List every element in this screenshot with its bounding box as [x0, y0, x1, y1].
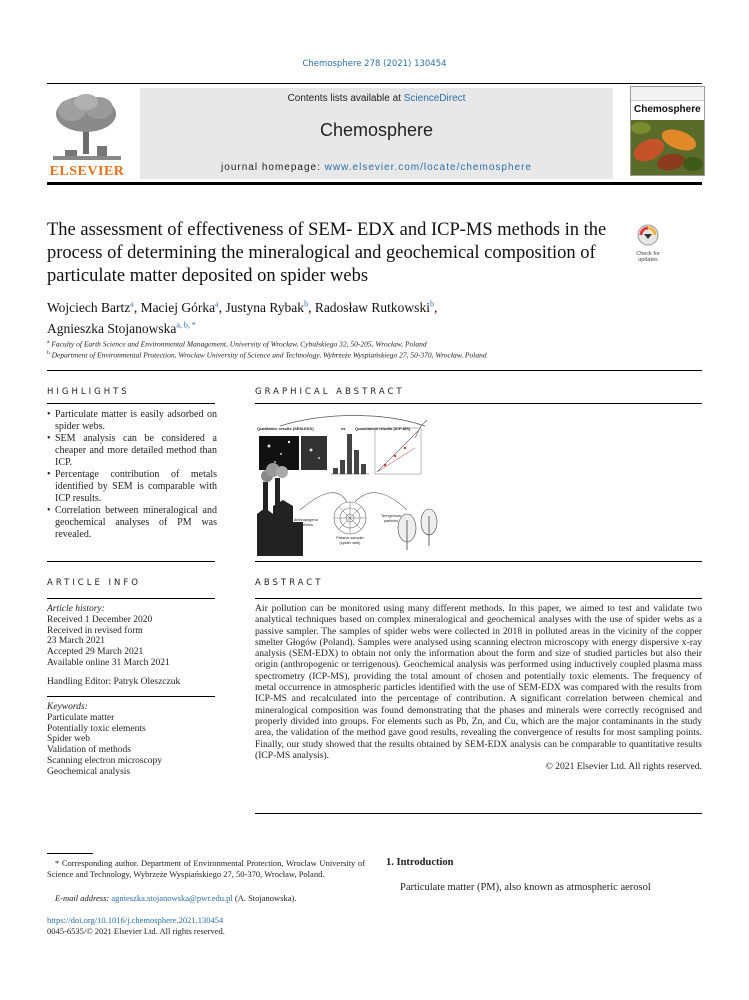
highlight-item: • Percentage contribution of metals identified by SEM is comparable with ICP results.	[47, 469, 217, 505]
author[interactable]: Agnieszka Stojanowska$^{a, b, *}$	[47, 320, 196, 336]
vs-label: vs	[341, 426, 346, 431]
keyword: Validation of methods	[47, 745, 131, 756]
graphical-abstract-heading: GRAPHICAL ABSTRACT	[255, 387, 405, 397]
homepage-link[interactable]: www.elsevier.com/locate/chemosphere	[324, 162, 532, 173]
highlight-item: • SEM analysis can be considered a cheaper and more detailed method than ICP.	[47, 433, 217, 469]
author[interactable]: Radosław Rutkowski$^b$,	[314, 299, 438, 315]
history-line: 23 March 2021	[47, 636, 106, 647]
check-updates-label: Check for updates	[636, 251, 660, 263]
author[interactable]: Maciej Górka$^a$,	[140, 299, 226, 315]
cover-top-bar	[631, 87, 704, 101]
abstract-body	[255, 603, 702, 772]
handling-editor: Handling Editor: Patryk Oleszczuk	[47, 676, 181, 687]
homepage-line	[140, 162, 613, 173]
publisher-name: ELSEVIER	[49, 164, 125, 179]
qualitative-label: Qualitative results (SEM-EDX)	[257, 426, 314, 431]
header-thick-rule	[47, 182, 702, 185]
email-label: E-mail address:	[55, 893, 112, 903]
cover-leaves-image	[631, 120, 704, 175]
affiliation-b: $^b$ Department of Environmental Protection, Wroclaw University of Science and Technology, Wybrzeże Wyspiańskiego 27, 50-370, Wrocław, Poland	[47, 350, 487, 360]
introduction-heading: 1. Introduction	[386, 857, 454, 868]
highlights-heading: HIGHLIGHTS	[47, 387, 130, 397]
elsevier-tree-icon	[47, 92, 127, 164]
corresponding-author-note: * Corresponding author. Department of Environmental Protection, Wroclaw University of Science and Technology, Wybrzeże Wyspiańskiego 27, 50-370, Wrocław, Poland.	[47, 858, 365, 879]
graphical-abstract-rule	[255, 403, 702, 404]
history-line: Received in revised form	[47, 625, 143, 636]
sciencedirect-link[interactable]: ScienceDirect	[403, 93, 466, 104]
anthropogenic-label: Anthropogenic particles	[293, 518, 319, 527]
abstract-heading: ABSTRACT	[255, 578, 324, 588]
keyword: Potentially toxic elements	[47, 723, 146, 734]
article-info-heading: ARTICLE INFO	[47, 578, 141, 588]
abstract-rule	[255, 598, 702, 599]
keyword: Spider web	[47, 734, 91, 745]
highlight-item: • Correlation between mineralogical and geochemical analyses of PM was revealed.	[47, 505, 217, 541]
author[interactable]: Justyna Rybak$^b$,	[225, 299, 315, 315]
history-label: Article history:	[47, 604, 105, 614]
highlights-list	[47, 409, 217, 541]
check-updates-icon	[630, 224, 666, 246]
quantitative-label: Quantitative results (ICP-MS)	[355, 426, 411, 431]
doi-link[interactable]: https://doi.org/10.1016/j.chemosphere.2021.130454	[47, 915, 224, 925]
keyword: Geochemical analysis	[47, 766, 131, 777]
keywords	[47, 702, 217, 778]
journal-cover[interactable]	[630, 86, 705, 176]
abstract-top-rule	[255, 561, 702, 562]
email-line	[55, 893, 365, 904]
abstract-text: Air pollution can be monitored using many different methods. In this paper, we aimed to test and validate two analytical techniques based on complex mineralogical and geochemical analyses with the use of spider webs as a passive sampler. The samples of spider webs were collected in 2018 in polluted areas in the vicinity of the copper smelter Głogów (Poland). Samples were analysed using scanning electron microscopy with energy dispersive x-ray analysis (SEM-EDX) to obtain not only the information about the form and size of studied particles but also their origin (anthropogenic or terrigenous). Geochemical analysis was performed using inductively coupled plasma mass spectrometry (ICP-MS), providing the total amount of chosen and potentially toxic elements. The frequency of metal occurrence in atmospheric particles identified with the use of SEM-EDX was compared with the results from ICP-MS and recalculated into the percentage of contribution. A significant correlation between chemical and mineralogical composition was found demonstrating that the phases and minerals were correctly recognised and properly divided into groups. For elements such as Pb, Zn, and Cu, which are the major contaminants in the study area, the validation of the method gave good results, revealing the convergence of results for most sampling points. Finally, our study showed that the results obtained by SEM-EDX analysis can be comparable to quantitative results (ICP-MS analysis).	[255, 603, 702, 761]
elsevier-logo[interactable]	[47, 92, 127, 178]
issn-line: 0045-6535/© 2021 Elsevier Ltd. All rights reserved.	[47, 926, 225, 936]
history-line: Received 1 December 2020	[47, 614, 153, 625]
author[interactable]: Wojciech Bartz$^a$,	[47, 299, 141, 315]
highlights-rule	[47, 403, 215, 404]
history-line: Accepted 29 March 2021	[47, 647, 144, 658]
introduction-text: Particulate matter (PM), also known as atmospheric aerosol	[400, 882, 651, 893]
homepage-prefix: journal homepage:	[221, 162, 325, 173]
top-rule	[47, 83, 702, 84]
history-line: Available online 31 March 2021	[47, 657, 170, 668]
passive-sampler-label: Passive sampler (spider web)	[336, 536, 364, 545]
highlight-item: • Particulate matter is easily adsorbed on spider webs.	[47, 409, 217, 433]
affiliation-a: $^a$ Faculty of Earth Science and Environmental Management, University of Wrocław, Cybulskiego 32, 50-205, Wrocław, Poland	[47, 339, 427, 349]
graphical-abstract-figure[interactable]	[255, 410, 455, 560]
journal-name: Chemosphere	[319, 120, 434, 140]
email-suffix: (A. Stojanowska).	[232, 893, 297, 903]
footnote-rule	[47, 853, 93, 854]
contents-line	[140, 93, 613, 104]
article-title: The assessment of effectiveness of SEM- EDX and ICP-MS methods in the process of determining the mineralogical and geochemical composition of particulate matter deposited on spider webs	[47, 220, 607, 286]
contents-prefix: Contents lists available at	[287, 93, 404, 104]
cover-title: Chemosphere	[634, 104, 701, 115]
article-history	[47, 604, 217, 688]
keyword: Scanning electron microscopy	[47, 755, 163, 766]
affiliation-rule	[47, 370, 702, 371]
abstract-copyright: © 2021 Elsevier Ltd. All rights reserved.	[545, 761, 702, 773]
terrigenous-label: Terrigenous particles	[381, 514, 401, 523]
keywords-label: Keywords:	[47, 702, 88, 712]
email-link[interactable]: agnieszka.stojanowska@pwr.edu.pl	[111, 893, 233, 903]
check-for-updates-badge[interactable]	[630, 224, 666, 263]
article-info-rule	[47, 598, 215, 599]
keyword: Particulate matter	[47, 712, 115, 723]
author-list	[47, 295, 647, 338]
keywords-rule	[47, 696, 215, 697]
abstract-bottom-rule	[255, 813, 702, 814]
article-info-top-rule	[47, 561, 215, 562]
journal-reference[interactable]: Chemosphere 278 (2021) 130454	[302, 59, 447, 69]
